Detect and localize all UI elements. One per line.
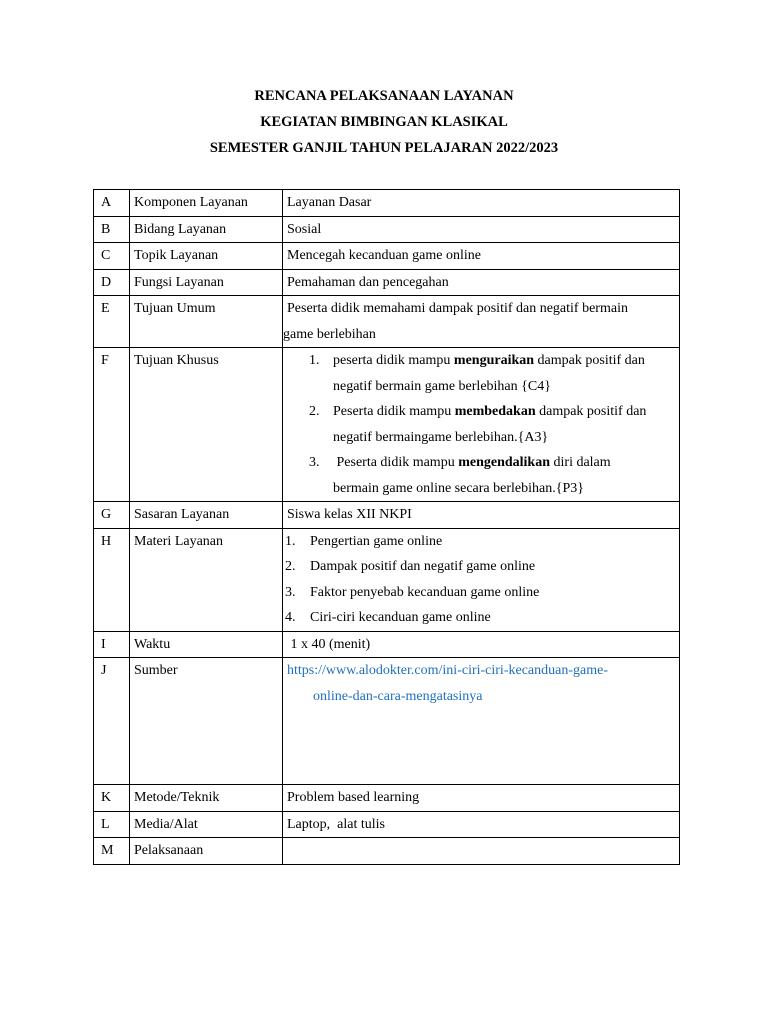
table-row bbox=[94, 190, 680, 217]
table-row bbox=[94, 528, 680, 631]
document-title-block bbox=[0, 86, 768, 164]
source-link-line-2[interactable]: online-dan-cara-mengatasinya bbox=[313, 688, 483, 704]
goal-text: dampak positif dan bbox=[534, 353, 645, 368]
row-code: B bbox=[94, 216, 130, 243]
goal-text: peserta didik mampu bbox=[333, 353, 454, 368]
row-label: Materi Layanan bbox=[130, 528, 283, 631]
row-code: K bbox=[94, 785, 130, 812]
source-link-line-1[interactable]: https://www.alodokter.com/ini-ciri-ciri-kecanduan-game- bbox=[287, 663, 608, 678]
list-number: 2. bbox=[309, 404, 320, 419]
row-label: Fungsi Layanan bbox=[130, 269, 283, 296]
row-code: A bbox=[94, 190, 130, 217]
goal-text: Peserta didik mampu bbox=[333, 455, 459, 470]
row-code: D bbox=[94, 269, 130, 296]
goal-line-2: negatif bermain game berlebihan {C4} bbox=[333, 378, 551, 394]
row-code: J bbox=[94, 658, 130, 785]
material-list bbox=[287, 529, 679, 631]
row-value: 1 x 40 (menit) bbox=[283, 631, 680, 658]
list-number: 3. bbox=[285, 584, 296, 600]
material-text: Pengertian game online bbox=[310, 533, 443, 549]
table-row bbox=[94, 811, 680, 838]
list-item bbox=[309, 348, 679, 399]
row-label: Media/Alat bbox=[130, 811, 283, 838]
goal-line-1 bbox=[333, 348, 679, 374]
row-label: Sasaran Layanan bbox=[130, 502, 283, 529]
row-code: G bbox=[94, 502, 130, 529]
material-text: Dampak positif dan negatif game online bbox=[310, 559, 536, 574]
list-item bbox=[287, 580, 679, 606]
table-row bbox=[94, 502, 680, 529]
row-value: Layanan Dasar bbox=[283, 190, 680, 217]
list-number: 2. bbox=[285, 559, 296, 574]
list-item bbox=[287, 554, 679, 580]
title-line-1: RENCANA PELAKSANAAN LAYANAN bbox=[254, 88, 514, 104]
row-label: Sumber bbox=[130, 658, 283, 785]
row-value: Laptop, alat tulis bbox=[283, 811, 680, 838]
table-row bbox=[94, 243, 680, 270]
title-line-3: SEMESTER GANJIL TAHUN PELAJARAN 2022/2023 bbox=[209, 140, 559, 156]
row-code: E bbox=[94, 296, 130, 348]
row-value bbox=[283, 348, 680, 502]
row-label: Komponen Layanan bbox=[130, 190, 283, 217]
row-value: Pemahaman dan pencegahan bbox=[283, 269, 680, 296]
specific-goals-list bbox=[287, 348, 679, 501]
goal-line-2: negatif bermaingame berlebihan.{A3} bbox=[333, 429, 549, 445]
list-number: 3. bbox=[309, 455, 320, 470]
list-number: 1. bbox=[285, 533, 296, 549]
source-link[interactable] bbox=[287, 658, 679, 709]
goal-text: diri dalam bbox=[550, 455, 611, 470]
row-code: M bbox=[94, 838, 130, 865]
row-value bbox=[283, 296, 680, 348]
row-value bbox=[283, 838, 680, 865]
goal-text: dampak positif dan bbox=[535, 404, 647, 419]
goal-line-1 bbox=[333, 399, 679, 425]
row-value bbox=[283, 528, 680, 631]
list-number: 1. bbox=[309, 353, 320, 368]
goal-keyword: mengendalikan bbox=[458, 455, 551, 470]
goal-text: Peserta didik mampu bbox=[333, 404, 455, 419]
goal-keyword: menguraikan bbox=[453, 353, 535, 368]
row-value: Sosial bbox=[283, 216, 680, 243]
table-row bbox=[94, 838, 680, 865]
row-value: Siswa kelas XII NKPI bbox=[283, 502, 680, 529]
value-line: Peserta didik memahami dampak positif dan negatif bermain bbox=[287, 301, 628, 316]
material-text: Ciri-ciri kecanduan game online bbox=[310, 610, 491, 625]
row-label: Pelaksanaan bbox=[130, 838, 283, 865]
goal-keyword: membedakan bbox=[454, 404, 536, 419]
row-code: F bbox=[94, 348, 130, 502]
value-line: game berlebihan bbox=[283, 326, 376, 342]
list-number: 4. bbox=[285, 610, 296, 625]
row-value bbox=[283, 658, 680, 785]
table-row bbox=[94, 785, 680, 812]
row-code: C bbox=[94, 243, 130, 270]
row-label: Topik Layanan bbox=[130, 243, 283, 270]
table-row bbox=[94, 631, 680, 658]
row-code: H bbox=[94, 528, 130, 631]
material-text: Faktor penyebab kecanduan game online bbox=[310, 584, 540, 600]
row-code: L bbox=[94, 811, 130, 838]
row-code: I bbox=[94, 631, 130, 658]
list-item bbox=[309, 399, 679, 450]
row-value: Mencegah kecanduan game online bbox=[283, 243, 680, 270]
table-row bbox=[94, 348, 680, 502]
row-value: Problem based learning bbox=[283, 785, 680, 812]
row-label: Tujuan Umum bbox=[130, 296, 283, 348]
row-label: Metode/Teknik bbox=[130, 785, 283, 812]
table-row bbox=[94, 296, 680, 348]
service-plan-table bbox=[93, 189, 680, 865]
list-item bbox=[309, 450, 679, 501]
list-item bbox=[287, 605, 679, 631]
row-label: Waktu bbox=[130, 631, 283, 658]
goal-line-1 bbox=[333, 450, 679, 476]
table-row bbox=[94, 658, 680, 785]
title-line-2: KEGIATAN BIMBINGAN KLASIKAL bbox=[260, 114, 508, 130]
row-label: Bidang Layanan bbox=[130, 216, 283, 243]
goal-line-2: bermain game online secara berlebihan.{P3} bbox=[333, 480, 584, 496]
table-row bbox=[94, 216, 680, 243]
list-item bbox=[287, 529, 679, 555]
row-label: Tujuan Khusus bbox=[130, 348, 283, 502]
table-row bbox=[94, 269, 680, 296]
